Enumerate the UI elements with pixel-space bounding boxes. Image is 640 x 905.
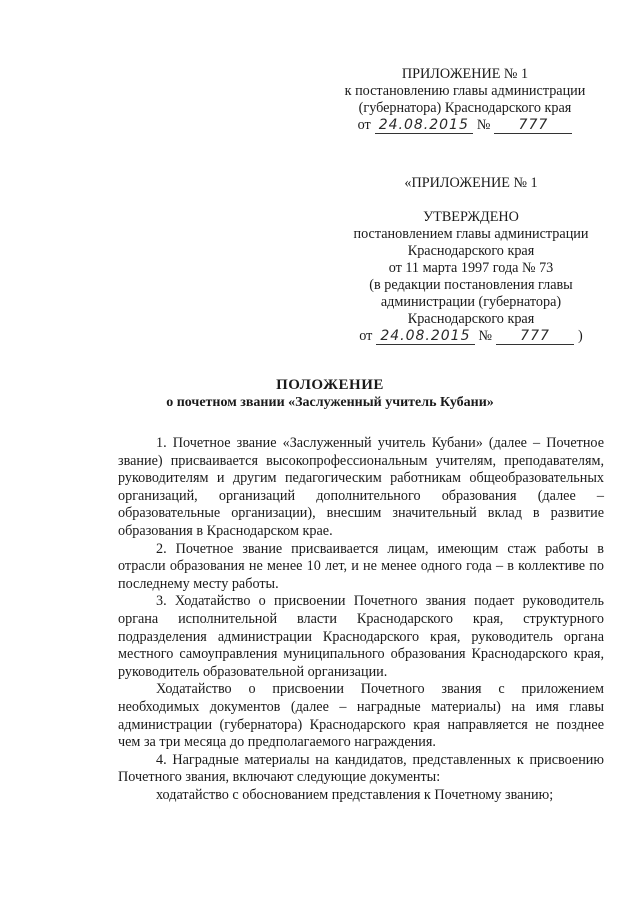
approved-line-1: постановлением главы администрации (353, 226, 589, 242)
approved-label: УТВЕРЖДЕНО (423, 209, 519, 225)
number-prefix: № (478, 328, 493, 344)
appendix-line-2: к постановлению главы администрации (344, 83, 586, 99)
paragraph-3: 3. Ходатайство о присвоении Почетного звания подает руководитель органа исполнительной власти Краснодарского края, структурного подразделения администрации Краснодарского края, руководитель органа местного самоуправления муниципального образования Краснодарского края, руководитель образовательной организации. (118, 593, 604, 680)
approved-line-5: администрации (губернатора) (380, 294, 562, 310)
paragraph-4: Ходатайство о присвоении Почетного звания с приложением необходимых документов (далее – наградные материалы) на имя главы администрации (губернатора) Краснодарского края направляется не позднее чем за три месяца до предполагаемого награждения. (118, 681, 604, 751)
closing-paren: ) (578, 328, 583, 344)
paragraph-6: ходатайство с обоснованием представления к Почетному званию; (156, 786, 554, 803)
paragraph-1: 1. Почетное звание «Заслуженный учитель Кубани» (далее – Почетное звание) присваивается высокопрофессиональным учителям, преподавателям, руководителям и другим педагогическим работникам общеобразовательных организаций, организаций дополнительного образования (далее – образовательные организации), внесшим значительный вклад в развитие образования в Краснодарском крае. (118, 435, 604, 539)
document-title (60, 376, 600, 412)
appendix-title: ПРИЛОЖЕНИЕ № 1 (401, 66, 529, 82)
approved-appendix-title: «ПРИЛОЖЕНИЕ № 1 (404, 175, 538, 191)
approved-line-6: Краснодарского края (407, 311, 535, 327)
date-prefix: от (359, 328, 373, 344)
approved-date-row (336, 328, 606, 345)
date-prefix: от (357, 117, 371, 133)
handwritten-date: 24.08.2015 (375, 118, 473, 134)
title-subheading: о почетном звании «Заслуженный учитель Кубани» (166, 395, 494, 410)
approved-block (336, 175, 606, 345)
paragraph-5: 4. Наградные материалы на кандидатов, представленных к присвоению Почетного звания, включают следующие документы: (118, 751, 604, 786)
appendix-header (330, 66, 600, 134)
approved-line-3: от 11 марта 1997 года № 73 (388, 260, 554, 276)
document-body (118, 435, 604, 804)
handwritten-number: 777 (496, 329, 574, 345)
approved-line-2: Краснодарского края (407, 243, 535, 259)
handwritten-number: 777 (494, 118, 572, 134)
approved-line-4: (в редакции постановления главы (369, 277, 573, 293)
appendix-line-3: (губернатора) Краснодарского края (358, 100, 572, 116)
appendix-date-row (330, 117, 600, 134)
spacer (336, 192, 606, 209)
handwritten-date: 24.08.2015 (376, 329, 474, 345)
number-prefix: № (476, 117, 491, 133)
title-heading: ПОЛОЖЕНИЕ (276, 377, 384, 393)
paragraph-2: 2. Почетное звание присваивается лицам, имеющим стаж работы в отрасли образования не менее 10 лет, и не менее одного года – в коллективе по последнему месту работы. (118, 540, 604, 592)
